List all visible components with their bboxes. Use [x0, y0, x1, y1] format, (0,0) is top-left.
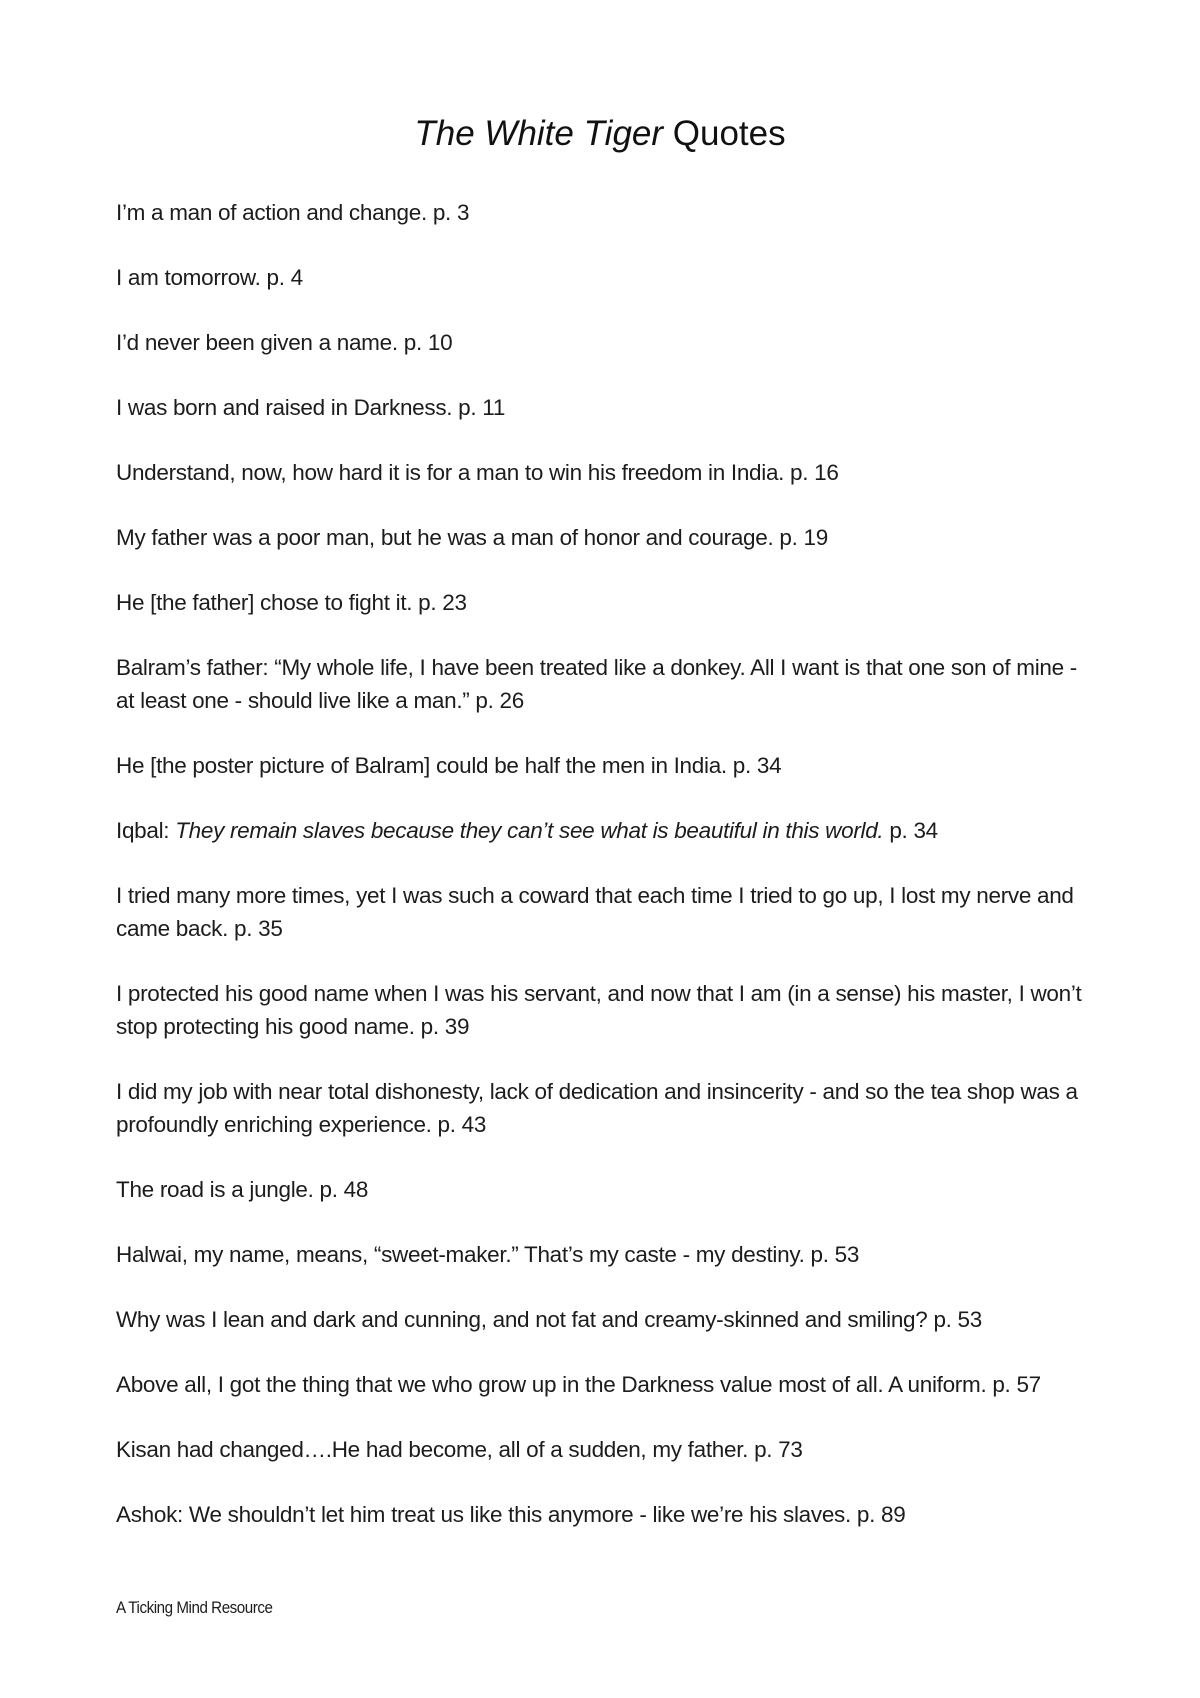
quote-item: Above all, I got the thing that we who grow up in the Darkness value most of all. A uniform. p. 57 [116, 1372, 1041, 1397]
quote-item [116, 814, 1096, 847]
quote-item: He [the poster picture of Balram] could be half the men in India. p. 34 [116, 753, 782, 778]
footer-resource-label: A Ticking Mind Resource [116, 1599, 273, 1617]
quote-item: He [the father] chose to fight it. p. 23 [116, 590, 467, 615]
page-title [0, 112, 1200, 156]
quote-item: I tried many more times, yet I was such a coward that each time I tried to go up, I lost my nerve and came back. p. 35 [116, 883, 1074, 941]
quote-list [116, 196, 1096, 1563]
quote-item: I did my job with near total dishonesty, lack of dedication and insincerity - and so the tea shop was a profoundly enriching experience. p. 43 [116, 1079, 1078, 1137]
quote-item: I protected his good name when I was his servant, and now that I am (in a sense) his master, I won’t stop protecting his good name. p. 39 [116, 981, 1082, 1039]
quote-item: Kisan had changed….He had become, all of a sudden, my father. p. 73 [116, 1437, 803, 1462]
quote-item: I’m a man of action and change. p. 3 [116, 200, 470, 225]
quote-item: Why was I lean and dark and cunning, and not fat and creamy-skinned and smiling? p. 53 [116, 1307, 982, 1332]
quote-page-ref: p. 34 [883, 818, 938, 843]
quote-item: Ashok: We shouldn’t let him treat us like this anymore - like we’re his slaves. p. 89 [116, 1502, 906, 1527]
quote-item: I am tomorrow. p. 4 [116, 265, 303, 290]
quote-speaker: Iqbal: [116, 818, 176, 843]
quote-item: Understand, now, how hard it is for a man to win his freedom in India. p. 16 [116, 460, 839, 485]
quote-italic-text: They remain slaves because they can’t see what is beautiful in this world. [175, 818, 884, 843]
quote-item: I’d never been given a name. p. 10 [116, 330, 453, 355]
title-suffix: Quotes [663, 114, 786, 153]
quote-item: My father was a poor man, but he was a man of honor and courage. p. 19 [116, 525, 828, 550]
quote-item: The road is a jungle. p. 48 [116, 1177, 369, 1202]
quote-item: Balram’s father: “My whole life, I have been treated like a donkey. All I want is that one son of mine - at least one - should live like a man.” p. 26 [116, 655, 1077, 713]
quote-item: I was born and raised in Darkness. p. 11 [116, 395, 506, 420]
title-book-name: The White Tiger [414, 114, 664, 153]
quote-item: Halwai, my name, means, “sweet-maker.” That’s my caste - my destiny. p. 53 [116, 1242, 860, 1267]
